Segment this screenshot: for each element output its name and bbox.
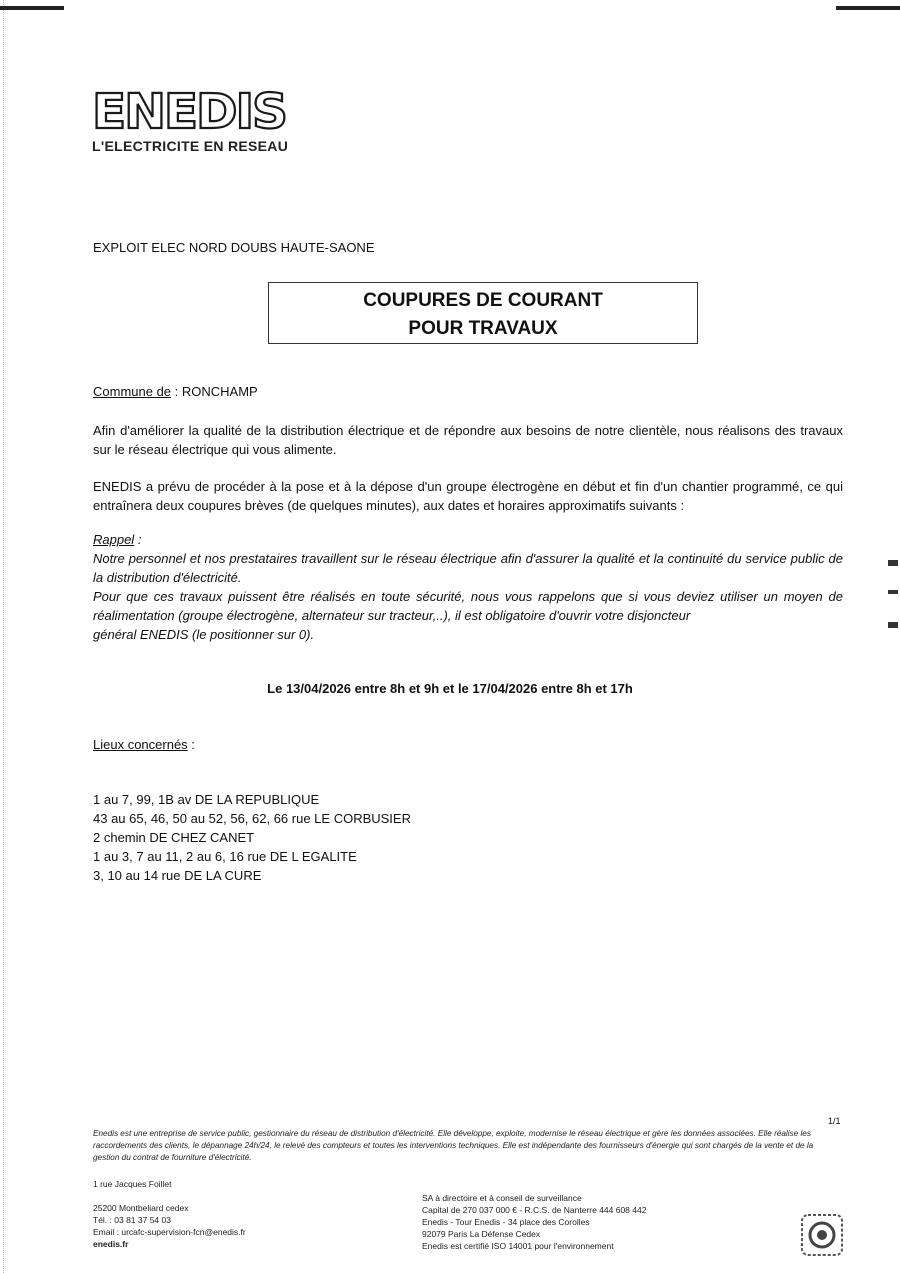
list-item: 1 au 7, 99, 1B av DE LA REPUBLIQUE <box>93 792 320 807</box>
scan-edge-mark-3 <box>888 622 898 628</box>
list-item: 1 au 3, 7 au 11, 2 au 6, 16 rue DE L EGALITE <box>93 849 357 864</box>
scan-corner-mark-right <box>836 6 900 10</box>
commune-value: RONCHAMP <box>181 384 258 399</box>
footer-company-line-3: Enedis - Tour Enedis - 34 place des Corolles <box>422 1217 590 1227</box>
lieux-heading <box>93 737 195 752</box>
rappel-heading <box>93 530 843 549</box>
footer-contact <box>93 1178 246 1250</box>
logo-tagline: L'ELECTRICITE EN RESEAU <box>92 138 289 154</box>
scan-edge-mark-2 <box>888 590 898 594</box>
footer-address-1: 1 rue Jacques Foillet <box>93 1179 172 1189</box>
footer-company-line-4: 92079 Paris La Défense Cedex <box>422 1229 541 1239</box>
rappel-suffix: : <box>134 532 142 547</box>
lieux-label: Lieux concernés <box>93 737 188 752</box>
svg-text:ENEDIS: ENEDIS <box>92 86 286 134</box>
title-line-2: POUR TRAVAUX <box>408 318 558 339</box>
commune-separator: : <box>171 384 182 399</box>
intro-paragraph: Afin d'améliorer la qualité de la distribution électrique et de répondre aux besoins de notre clientèle, nous réalisons des travaux sur le réseau électrique qui vous alimente. <box>93 423 843 457</box>
rappel-label: Rappel <box>93 532 135 547</box>
scan-edge-dots <box>3 0 4 1273</box>
footer-website: enedis.fr <box>93 1239 129 1249</box>
rappel-block <box>93 530 843 644</box>
places-list <box>93 790 411 885</box>
iso-certification-icon <box>800 1213 844 1257</box>
footer-phone: Tél. : 03 81 37 54 03 <box>93 1215 171 1225</box>
commune-line <box>93 384 258 399</box>
footer-company-line-1: SA à directoire et à conseil de surveillance <box>422 1193 582 1203</box>
enedis-logo <box>92 86 292 154</box>
page-number: 1/1 <box>828 1116 841 1126</box>
rappel-text-2a: Pour que ces travaux puissent être réalisés en toute sécurité, nous vous rappelons que si vous deviez utiliser un moyen de réalimentation (groupe électrogène, alternateur sur tracteur,..), il est obligatoire d'ouvrir votre disjoncteur <box>93 589 843 623</box>
footer-company-line-5: Enedis est certifié ISO 14001 pour l'environnement <box>422 1241 614 1251</box>
list-item: 43 au 65, 46, 50 au 52, 56, 62, 66 rue LE CORBUSIER <box>93 811 411 826</box>
lieux-suffix: : <box>187 737 195 752</box>
footer-address-2: 25200 Montbeliard cedex <box>93 1203 189 1213</box>
list-item: 3, 10 au 14 rue DE LA CURE <box>93 868 262 883</box>
outage-dates: Le 13/04/2026 entre 8h et 9h et le 17/04/2026 entre 8h et 17h <box>267 681 633 696</box>
list-item: 2 chemin DE CHEZ CANET <box>93 830 255 845</box>
title-line-1: COUPURES DE COURANT <box>363 290 603 311</box>
footer-email: Email : urcafc-supervision-fcn@enedis.fr <box>93 1227 246 1237</box>
scan-corner-mark-left <box>0 6 64 10</box>
rappel-text-1: Notre personnel et nos prestataires travaillent sur le réseau électrique afin d'assurer la qualité et la continuité du service public de la distribution d'électricité. <box>93 551 843 585</box>
enedis-wordmark <box>92 86 288 134</box>
commune-label: Commune de <box>93 384 172 399</box>
announcement-paragraph: ENEDIS a prévu de procéder à la pose et à la dépose d'un groupe électrogène en début et fin d'un chantier programmé, ce qui entraînera deux coupures brèves (de quelques minutes), aux dates et horaires approximatifs suivants : <box>93 479 843 513</box>
scan-edge-mark-1 <box>888 560 898 566</box>
footer-company-line-2: Capital de 270 037 000 € - R.C.S. de Nanterre 444 608 442 <box>422 1205 647 1215</box>
rappel-text-2b: général ENEDIS (le positionner sur 0). <box>93 627 315 642</box>
footer-company <box>422 1192 646 1252</box>
legal-notice: Enedis est une entreprise de service public, gestionnaire du réseau de distribution d'électricité. Elle développe, exploite, modernise le réseau électrique et gère les données associées. Elle réalise les raccordements des clients, le dépannage 24h/24, le relevé des compteurs et toutes les interventions techniques. Elle est indépendante des fournisseurs d'énergie qui sont chargés de la vente et de la gestion du contrat de fourniture d'électricité. <box>93 1129 814 1162</box>
sender-unit: EXPLOIT ELEC NORD DOUBS HAUTE-SAONE <box>93 240 375 255</box>
title-box <box>268 282 698 344</box>
